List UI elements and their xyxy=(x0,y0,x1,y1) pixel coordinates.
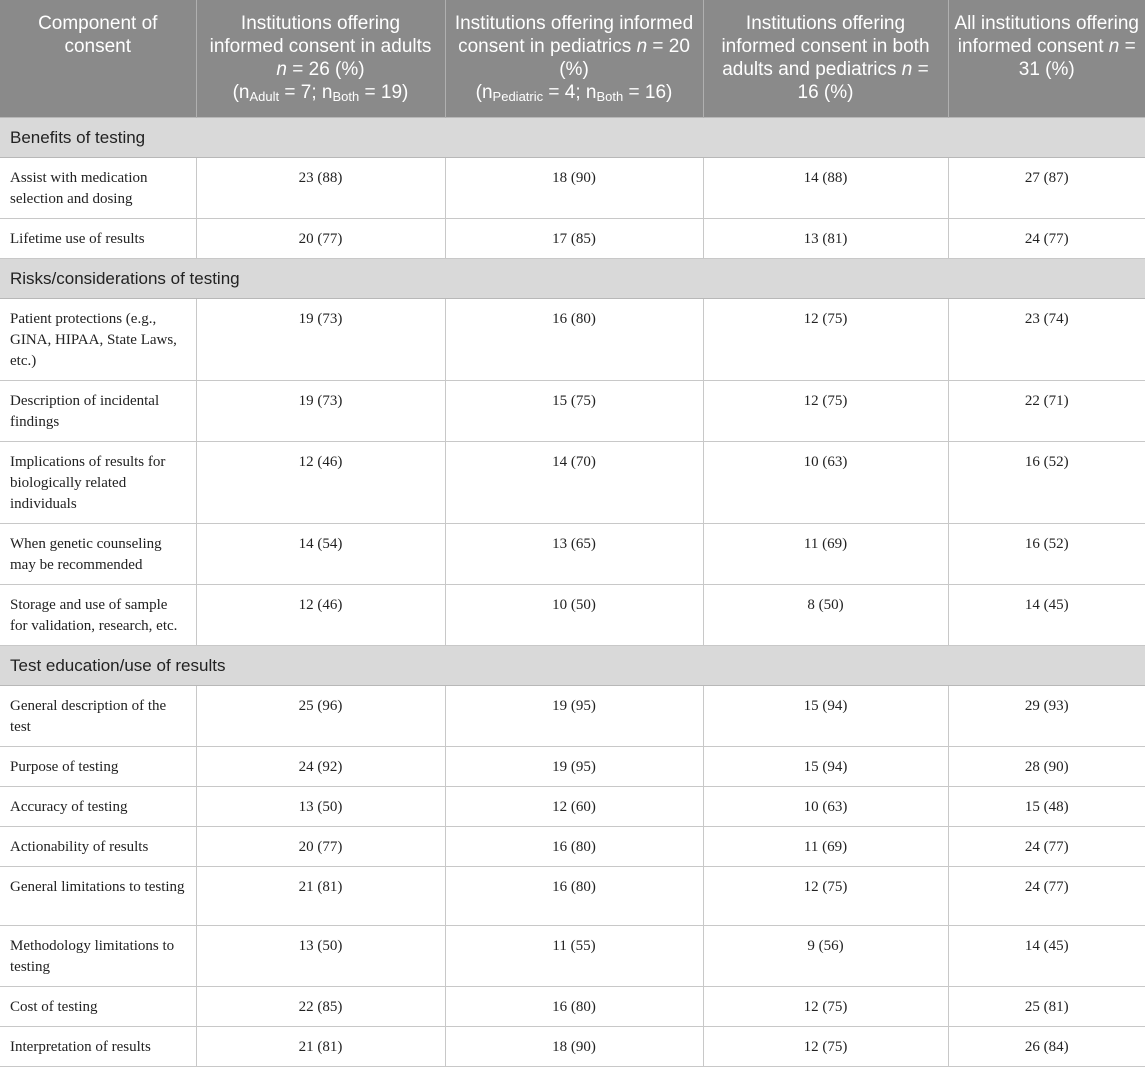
cell-both: 14 (88) xyxy=(703,157,948,218)
cell-all: 25 (81) xyxy=(948,986,1145,1026)
header-row xyxy=(0,0,1145,117)
row-label: Patient protections (e.g., GINA, HIPAA, State Laws, etc.) xyxy=(0,298,196,380)
cell-adults: 13 (50) xyxy=(196,925,445,986)
row-label: Implications of results for biologically related individuals xyxy=(0,441,196,523)
row-label: Interpretation of results xyxy=(0,1026,196,1066)
cell-pediatrics: 16 (80) xyxy=(445,866,703,925)
cell-adults: 21 (81) xyxy=(196,1026,445,1066)
cell-pediatrics: 19 (95) xyxy=(445,746,703,786)
table-row xyxy=(0,866,1145,925)
cell-all: 16 (52) xyxy=(948,523,1145,584)
cell-all: 29 (93) xyxy=(948,685,1145,746)
cell-both: 15 (94) xyxy=(703,685,948,746)
cell-all: 24 (77) xyxy=(948,826,1145,866)
cell-adults: 12 (46) xyxy=(196,441,445,523)
header-adults: Institutions offering informed consent in adults n = 26 (%) ($n_{Adult} = 7$; $n_{Both} = 19$) xyxy=(196,0,445,117)
cell-adults: 12 (46) xyxy=(196,584,445,645)
cell-pediatrics: 19 (95) xyxy=(445,685,703,746)
row-label: Description of incidental findings xyxy=(0,380,196,441)
table-row xyxy=(0,380,1145,441)
row-label: General description of the test xyxy=(0,685,196,746)
table-row xyxy=(0,986,1145,1026)
cell-both: 11 (69) xyxy=(703,826,948,866)
cell-all: 14 (45) xyxy=(948,584,1145,645)
cell-pediatrics: 13 (65) xyxy=(445,523,703,584)
section-title: Test education/use of results xyxy=(0,645,1145,685)
cell-adults: 21 (81) xyxy=(196,866,445,925)
table-row xyxy=(0,786,1145,826)
cell-pediatrics: 10 (50) xyxy=(445,584,703,645)
row-label: When genetic counseling may be recommended xyxy=(0,523,196,584)
header-both: Institutions offering informed consent in both adults and pediatrics n = 16 (%) xyxy=(703,0,948,117)
cell-adults: 23 (88) xyxy=(196,157,445,218)
cell-pediatrics: 15 (75) xyxy=(445,380,703,441)
table-row xyxy=(0,746,1145,786)
cell-both: 11 (69) xyxy=(703,523,948,584)
cell-both: 12 (75) xyxy=(703,298,948,380)
cell-both: 12 (75) xyxy=(703,986,948,1026)
cell-both: 9 (56) xyxy=(703,925,948,986)
row-label: Actionability of results xyxy=(0,826,196,866)
table-row xyxy=(0,157,1145,218)
cell-all: 15 (48) xyxy=(948,786,1145,826)
cell-pediatrics: 12 (60) xyxy=(445,786,703,826)
table-row xyxy=(0,826,1145,866)
cell-all: 22 (71) xyxy=(948,380,1145,441)
table-row xyxy=(0,925,1145,986)
cell-both: 8 (50) xyxy=(703,584,948,645)
cell-pediatrics: 16 (80) xyxy=(445,826,703,866)
cell-both: 12 (75) xyxy=(703,380,948,441)
row-label: Assist with medication selection and dosing xyxy=(0,157,196,218)
row-label: Cost of testing xyxy=(0,986,196,1026)
section-title: Risks/considerations of testing xyxy=(0,258,1145,298)
cell-pediatrics: 14 (70) xyxy=(445,441,703,523)
cell-all: 16 (52) xyxy=(948,441,1145,523)
cell-all: 26 (84) xyxy=(948,1026,1145,1066)
cell-both: 10 (63) xyxy=(703,441,948,523)
cell-pediatrics: 16 (80) xyxy=(445,986,703,1026)
cell-pediatrics: 18 (90) xyxy=(445,157,703,218)
cell-both: 15 (94) xyxy=(703,746,948,786)
table-row xyxy=(0,441,1145,523)
header-component: Component of consent xyxy=(0,0,196,117)
cell-all: 23 (74) xyxy=(948,298,1145,380)
section-row xyxy=(0,258,1145,298)
section-row xyxy=(0,117,1145,157)
row-label: Lifetime use of results xyxy=(0,218,196,258)
cell-pediatrics: 17 (85) xyxy=(445,218,703,258)
cell-pediatrics: 11 (55) xyxy=(445,925,703,986)
cell-both: 13 (81) xyxy=(703,218,948,258)
cell-adults: 13 (50) xyxy=(196,786,445,826)
cell-adults: 20 (77) xyxy=(196,826,445,866)
cell-adults: 14 (54) xyxy=(196,523,445,584)
cell-pediatrics: 16 (80) xyxy=(445,298,703,380)
cell-adults: 19 (73) xyxy=(196,298,445,380)
table-row xyxy=(0,685,1145,746)
row-label: Accuracy of testing xyxy=(0,786,196,826)
header-pediatrics: Institutions offering informed consent in pediatrics n = 20 (%) ($n_{Pediatric} = 4$; $n_{Both} = 16$) xyxy=(445,0,703,117)
table-row xyxy=(0,298,1145,380)
cell-both: 10 (63) xyxy=(703,786,948,826)
cell-all: 24 (77) xyxy=(948,866,1145,925)
cell-adults: 19 (73) xyxy=(196,380,445,441)
cell-adults: 24 (92) xyxy=(196,746,445,786)
cell-pediatrics: 18 (90) xyxy=(445,1026,703,1066)
table-row xyxy=(0,218,1145,258)
table-row xyxy=(0,1026,1145,1066)
cell-adults: 22 (85) xyxy=(196,986,445,1026)
table-row xyxy=(0,584,1145,645)
cell-all: 27 (87) xyxy=(948,157,1145,218)
cell-all: 14 (45) xyxy=(948,925,1145,986)
cell-both: 12 (75) xyxy=(703,1026,948,1066)
cell-both: 12 (75) xyxy=(703,866,948,925)
row-label: General limitations to testing xyxy=(0,866,196,925)
row-label: Storage and use of sample for validation, research, etc. xyxy=(0,584,196,645)
row-label: Methodology limitations to testing xyxy=(0,925,196,986)
header-all: All institutions offering informed consent n = 31 (%) xyxy=(948,0,1145,117)
row-label: Purpose of testing xyxy=(0,746,196,786)
table-row xyxy=(0,523,1145,584)
cell-all: 28 (90) xyxy=(948,746,1145,786)
section-row xyxy=(0,645,1145,685)
cell-adults: 25 (96) xyxy=(196,685,445,746)
cell-all: 24 (77) xyxy=(948,218,1145,258)
cell-adults: 20 (77) xyxy=(196,218,445,258)
section-title: Benefits of testing xyxy=(0,117,1145,157)
